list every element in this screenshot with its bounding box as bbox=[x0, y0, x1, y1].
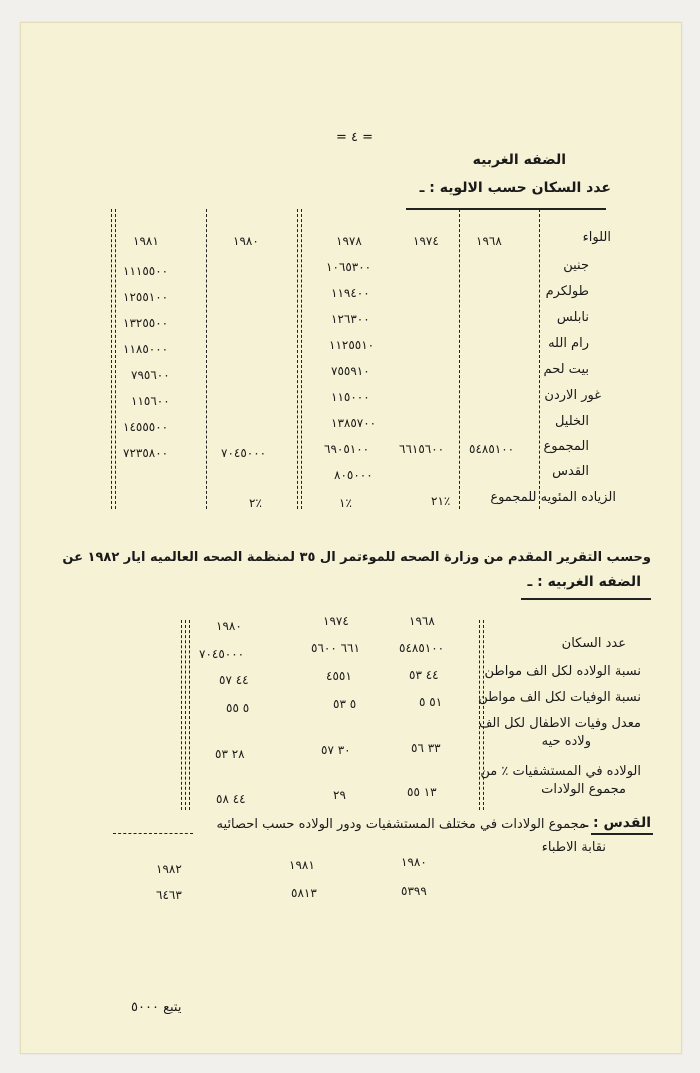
s3-value-1980: ٥٣٩٩ bbox=[401, 884, 427, 898]
quds-label: القدس bbox=[552, 464, 589, 479]
table1-rule bbox=[539, 209, 540, 509]
t2-cell-1980: ٧٠٤٥٠٠٠ bbox=[199, 647, 245, 661]
t2-cell-1968: ١٣ ٥٥ bbox=[407, 785, 437, 799]
t2-year-1980: ١٩٨٠ bbox=[216, 619, 242, 633]
document-page bbox=[20, 22, 682, 1054]
t2-cell-1980: ٥ ٥٥ bbox=[226, 701, 250, 715]
section2-heading: الضفه الغربيه : ـ bbox=[527, 574, 641, 590]
year-1968: ١٩٦٨ bbox=[476, 234, 502, 248]
increase-1974: ٢١٪ bbox=[431, 494, 451, 508]
col-header-district: اللواء bbox=[582, 230, 611, 245]
total-1974: ٦٦١٥٦٠٠ bbox=[399, 442, 445, 456]
t2-cell-1980: ٤٤ ٥٨ bbox=[216, 792, 246, 806]
page-number: = ٤ = bbox=[336, 130, 374, 145]
district-name: رام الله bbox=[548, 336, 589, 351]
section1-heading: الضفه الغربيه bbox=[472, 152, 566, 168]
t2-cell-1980: ٢٨ ٥٣ bbox=[215, 747, 245, 761]
section2-underline bbox=[521, 598, 651, 600]
increase-1978: ١٪ bbox=[339, 496, 352, 510]
table1-rule bbox=[459, 209, 460, 509]
section3-dash bbox=[113, 833, 193, 834]
table1-rule bbox=[301, 209, 302, 509]
t2-cell-1980: ٤٤ ٥٧ bbox=[219, 673, 249, 687]
t2-cell-1974: ٦٦١ ٥٦٠٠ bbox=[311, 641, 360, 655]
t2-cell-1974: ٢٩ bbox=[333, 788, 346, 802]
section3-text2: نقابة الاطباء bbox=[541, 840, 606, 855]
s3-value-1981: ٥٨١٣ bbox=[291, 886, 317, 900]
subheading-underline bbox=[406, 208, 606, 210]
cell-1978: ١٣٨٥٧٠٠ bbox=[331, 416, 377, 430]
table1-rule bbox=[111, 209, 112, 509]
quds-1978: ٨٠٥٠٠٠ bbox=[334, 468, 373, 482]
cell-1981: ٧٩٥٦٠٠ bbox=[131, 368, 170, 382]
t2-row-label: معدل وفيات الاطفال لكل الف bbox=[478, 716, 641, 731]
table2-rule bbox=[181, 620, 182, 810]
district-name: غور الاردن bbox=[544, 388, 601, 403]
cell-1981: ١٣٢٥٥٠٠ bbox=[123, 316, 169, 330]
cell-1978: ١١٥٠٠٠ bbox=[331, 390, 370, 404]
section3-label: القدس : ـ bbox=[583, 815, 651, 831]
table2-rule bbox=[483, 620, 484, 810]
table2-rule bbox=[479, 620, 480, 810]
t2-cell-1968: ٥٤٨٥١٠٠ bbox=[399, 641, 445, 655]
district-name: الخليل bbox=[554, 414, 589, 429]
district-name: جنين bbox=[563, 258, 589, 273]
increase-label: الزياده المئويه للمجموع bbox=[490, 490, 616, 505]
t2-year-1968: ١٩٦٨ bbox=[409, 614, 435, 628]
t2-row-label-cont: مجموع الولادات bbox=[541, 782, 626, 797]
increase-1981: ٢٪ bbox=[249, 496, 262, 510]
cell-1981: ١١٨٥٠٠٠ bbox=[123, 342, 169, 356]
cell-1981: ١٢٥٥١٠٠ bbox=[123, 290, 169, 304]
total-1980: ٧٠٤٥٠٠٠ bbox=[221, 446, 267, 460]
s3-year-1980: ١٩٨٠ bbox=[401, 855, 427, 869]
cell-1978: ١٠٦٥٣٠٠ bbox=[326, 260, 372, 274]
t2-cell-1968: ٤٤ ٥٣ bbox=[409, 668, 439, 682]
s3-year-1981: ١٩٨١ bbox=[289, 858, 315, 872]
year-1981: ١٩٨١ bbox=[133, 234, 159, 248]
cell-1978: ١١٩٤٠٠ bbox=[331, 286, 370, 300]
t2-row-label: الولاده في المستشفيات ٪ من bbox=[480, 764, 641, 779]
district-name: نابلس bbox=[556, 310, 589, 325]
district-name: بيت لحم bbox=[543, 362, 589, 377]
continued-footer: يتبع ٥٠٠٠ bbox=[131, 1000, 182, 1015]
table2-rule bbox=[189, 620, 190, 810]
section3-text: مجموع الولادات في مختلف المستشفيات ودور الولاده حسب احصائيه bbox=[216, 817, 586, 832]
year-1980: ١٩٨٠ bbox=[233, 234, 259, 248]
cell-1978: ٧٥٥٩١٠ bbox=[331, 364, 370, 378]
table1-rule bbox=[297, 209, 298, 509]
cell-1981: ١١٥٦٠٠ bbox=[131, 394, 170, 408]
t2-cell-1974: ٣٠ ٥٧ bbox=[321, 743, 351, 757]
t2-row-label: عدد السكان bbox=[561, 636, 626, 651]
cell-1981: ١٤٥٥٥٠٠ bbox=[123, 420, 169, 434]
t2-year-1974: ١٩٧٤ bbox=[323, 614, 349, 628]
total-label: المجموع bbox=[543, 439, 589, 454]
total-1968: ٥٤٨٥١٠٠ bbox=[469, 442, 515, 456]
cell-1978: ١١٢٥٥١٠ bbox=[329, 338, 375, 352]
section2-intro: وحسب التقرير المقدم من وزارة الصحه للموءتمر ال ٣٥ لمنظمة الصحه العالميه ايار ١٩٨٢ عن bbox=[62, 550, 651, 565]
total-1978: ٦٩٠٥١٠٠ bbox=[324, 442, 370, 456]
table1-rule bbox=[115, 209, 116, 509]
s3-value-1982: ٦٤٦٣ bbox=[156, 888, 182, 902]
cell-1978: ١٢٦٣٠٠ bbox=[331, 312, 370, 326]
t2-row-label: نسبة الوفيات لكل الف مواطن bbox=[478, 690, 641, 705]
section3-underline bbox=[591, 833, 653, 835]
t2-cell-1974: ٤٥٥١ bbox=[326, 669, 352, 683]
table2-rule bbox=[185, 620, 186, 810]
t2-row-label-cont: ولاده حيه bbox=[541, 734, 591, 749]
s3-year-1982: ١٩٨٢ bbox=[156, 862, 182, 876]
t2-cell-1968: ٥١ ٥ bbox=[419, 695, 443, 709]
t2-cell-1968: ٣٣ ٥٦ bbox=[411, 741, 441, 755]
year-1978: ١٩٧٨ bbox=[336, 234, 362, 248]
total-1981: ٧٢٣٥٨٠٠ bbox=[123, 446, 169, 460]
t2-cell-1974: ٥ ٥٣ bbox=[333, 697, 357, 711]
t2-row-label: نسبة الولاده لكل الف مواطن bbox=[484, 664, 641, 679]
cell-1981: ١١١٥٥٠٠ bbox=[123, 264, 169, 278]
district-name: طولكرم bbox=[545, 284, 589, 299]
table1-rule bbox=[206, 209, 207, 509]
year-1974: ١٩٧٤ bbox=[413, 234, 439, 248]
section1-subheading: عدد السكان حسب الالويه : ـ bbox=[419, 180, 611, 196]
